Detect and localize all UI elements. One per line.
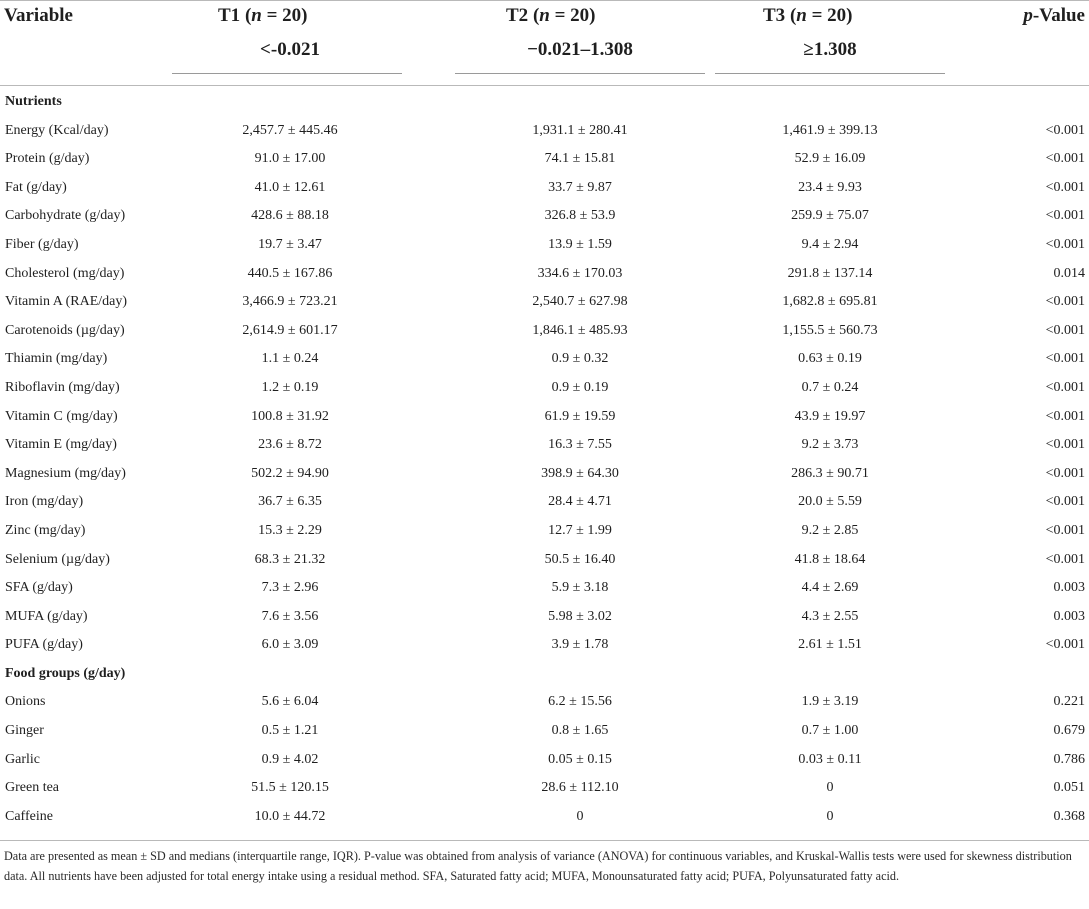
cell-t2: [440, 660, 720, 689]
header-t3: T3 (n = 20): [763, 5, 853, 26]
table-row: [0, 688, 1089, 717]
cell-variable: Magnesium (mg/day): [5, 465, 126, 481]
header-t1-label: T1: [218, 5, 241, 26]
cell-t1: 5.6 ± 6.04: [261, 694, 319, 710]
cell-variable: SFA (g/day): [5, 580, 73, 596]
cell-t1: 0.9 ± 4.02: [261, 751, 319, 767]
cell-p-value: <0.001: [1045, 437, 1085, 453]
cell-variable: Onions: [5, 694, 46, 710]
subheader-t1: <-0.021: [260, 39, 320, 60]
cell-t3: [700, 660, 960, 689]
cell-t2: 5.9 ± 3.18: [551, 580, 609, 596]
cell-p-value: <0.001: [1045, 494, 1085, 510]
section-label: Nutrients: [5, 94, 62, 109]
cell-t1: 23.6 ± 8.72: [258, 437, 322, 453]
table-row: [0, 202, 1089, 231]
subheader-rule-t1: [172, 73, 402, 74]
table-row: [0, 803, 1089, 832]
cell-t2: 12.7 ± 1.99: [548, 522, 612, 538]
table-row: [0, 574, 1089, 603]
cell-t1: 7.6 ± 3.56: [261, 608, 319, 624]
cell-t3: 1.9 ± 3.19: [801, 694, 859, 710]
table-row: [0, 260, 1089, 289]
cell-t3: 259.9 ± 75.07: [791, 208, 869, 224]
cell-variable: Vitamin E (mg/day): [5, 437, 117, 453]
header-t2-n-symbol: n: [539, 5, 550, 26]
cell-t3: 286.3 ± 90.71: [791, 465, 869, 481]
table-row: [0, 717, 1089, 746]
cell-p-value: <0.001: [1045, 322, 1085, 338]
cell-t1: 2,614.9 ± 601.17: [242, 322, 338, 338]
cell-p-value: <0.001: [1045, 122, 1085, 138]
section-row: [0, 660, 1089, 689]
cell-t2: [440, 88, 720, 117]
cell-variable: Protein (g/day): [5, 151, 90, 167]
table-row: [0, 546, 1089, 575]
cell-t3: 23.4 ± 9.93: [798, 179, 862, 195]
cell-t1: 0.5 ± 1.21: [261, 723, 319, 739]
cell-variable: Cholesterol (mg/day): [5, 265, 125, 281]
header-p-italic: p: [1023, 5, 1033, 26]
cell-t3: 43.9 ± 19.97: [794, 408, 866, 424]
section-row: [0, 88, 1089, 117]
cell-p-value: <0.001: [1045, 522, 1085, 538]
cell-t2: 0: [576, 808, 584, 824]
cell-t3: 4.3 ± 2.55: [801, 608, 859, 624]
header-t2-label: T2: [506, 5, 529, 26]
cell-t1: [150, 660, 430, 689]
cell-t1: 1.1 ± 0.24: [261, 351, 319, 367]
table-row: [0, 774, 1089, 803]
cell-t3: 0: [826, 808, 834, 824]
cell-t2: 0.8 ± 1.65: [551, 723, 609, 739]
cell-t2: 33.7 ± 9.87: [548, 179, 612, 195]
subheader-t3: ≥1.308: [803, 39, 857, 60]
cell-p-value: 0.003: [1053, 580, 1085, 596]
cell-t1: 91.0 ± 17.00: [254, 151, 326, 167]
cell-variable: Fat (g/day): [5, 179, 67, 195]
cell-t2: 0.9 ± 0.19: [551, 379, 609, 395]
cell-p-value: <0.001: [1045, 179, 1085, 195]
cell-variable: Iron (mg/day): [5, 494, 84, 510]
section-label: Food groups (g/day): [5, 665, 126, 681]
table-row: [0, 174, 1089, 203]
cell-t3: 1,155.5 ± 560.73: [782, 322, 878, 338]
table-row: [0, 403, 1089, 432]
cell-t3: 0.03 ± 0.11: [798, 751, 862, 767]
cell-t1: 7.3 ± 2.96: [261, 580, 319, 596]
header-t1: T1 (n = 20): [218, 5, 308, 26]
cell-variable: Zinc (mg/day): [5, 522, 86, 538]
cell-t3: 9.4 ± 2.94: [801, 236, 859, 252]
cell-variable: Vitamin C (mg/day): [5, 408, 118, 424]
cell-variable: MUFA (g/day): [5, 608, 88, 624]
header-t3-label: T3: [763, 5, 786, 26]
cell-t3: 52.9 ± 16.09: [794, 151, 866, 167]
header-t1-n-value: = 20): [261, 5, 308, 26]
cell-t3: 41.8 ± 18.64: [794, 551, 866, 567]
cell-variable: Fiber (g/day): [5, 236, 79, 252]
cell-variable: Selenium (µg/day): [5, 551, 110, 567]
cell-t2: 334.6 ± 170.03: [537, 265, 623, 281]
cell-t1: 6.0 ± 3.09: [261, 637, 319, 653]
header-p-value: [1023, 4, 1085, 28]
header-t2-n-value: = 20): [549, 5, 596, 26]
cell-t1: 10.0 ± 44.72: [254, 808, 326, 824]
cell-p-value: 0.786: [1053, 751, 1085, 767]
cell-t2: 5.98 ± 3.02: [548, 608, 612, 624]
subheader-rule-t2: [455, 73, 705, 74]
cell-t3: 9.2 ± 3.73: [801, 437, 859, 453]
cell-p-value: <0.001: [1045, 465, 1085, 481]
cell-t3: 0: [826, 780, 834, 796]
cell-p-value: <0.001: [1045, 351, 1085, 367]
cell-p-value: <0.001: [1045, 379, 1085, 395]
cell-t2: 1,846.1 ± 485.93: [532, 322, 628, 338]
cell-p-value: <0.001: [1045, 294, 1085, 310]
cell-t1: 100.8 ± 31.92: [251, 408, 329, 424]
cell-t3: 1,682.8 ± 695.81: [782, 294, 878, 310]
cell-t2: 74.1 ± 15.81: [544, 151, 616, 167]
cell-t3: 0.7 ± 0.24: [801, 379, 859, 395]
cell-t1: 36.7 ± 6.35: [258, 494, 322, 510]
table-row: [0, 288, 1089, 317]
cell-t1: 1.2 ± 0.19: [261, 379, 319, 395]
cell-t2: 1,931.1 ± 280.41: [532, 122, 628, 138]
table-row: [0, 374, 1089, 403]
cell-t2: 0.9 ± 0.32: [551, 351, 609, 367]
table-body: [0, 88, 1089, 831]
cell-t3: [700, 88, 960, 117]
cell-p-value: 0.221: [1053, 694, 1085, 710]
cell-t1: 440.5 ± 167.86: [247, 265, 333, 281]
cell-t3: 9.2 ± 2.85: [801, 522, 859, 538]
cell-p-value: 0.051: [1053, 780, 1085, 796]
cell-p-value: <0.001: [1045, 236, 1085, 252]
header-t2: T2 (n = 20): [506, 5, 596, 26]
cell-t2: 28.6 ± 112.10: [541, 780, 619, 796]
cell-t3: 291.8 ± 137.14: [787, 265, 873, 281]
cell-t1: 41.0 ± 12.61: [254, 179, 326, 195]
cell-t2: 13.9 ± 1.59: [548, 236, 612, 252]
cell-t2: 3.9 ± 1.78: [551, 637, 609, 653]
cell-p-value: <0.001: [1045, 151, 1085, 167]
cell-variable: Garlic: [5, 751, 40, 767]
cell-t2: 61.9 ± 19.59: [544, 408, 616, 424]
cell-p-value: 0.368: [1053, 808, 1085, 824]
cell-t2: 16.3 ± 7.55: [548, 437, 612, 453]
cell-t3: 20.0 ± 5.59: [798, 494, 862, 510]
cell-t1: 51.5 ± 120.15: [251, 780, 329, 796]
header-p-rest: -Value: [1032, 5, 1085, 26]
cell-t3: 2.61 ± 1.51: [798, 637, 862, 653]
cell-p-value: 0.003: [1053, 608, 1085, 624]
cell-t2: 398.9 ± 64.30: [541, 465, 619, 481]
cell-t1: 15.3 ± 2.29: [258, 522, 322, 538]
subheader-rule-t3: [715, 73, 945, 74]
table-row: [0, 746, 1089, 775]
cell-t1: 428.6 ± 88.18: [251, 208, 329, 224]
table-row: [0, 460, 1089, 489]
cell-t1: 2,457.7 ± 445.46: [242, 122, 338, 138]
cell-variable: Riboflavin (mg/day): [5, 379, 120, 395]
table-row: [0, 145, 1089, 174]
cell-t2: 2,540.7 ± 627.98: [532, 294, 628, 310]
cell-variable: PUFA (g/day): [5, 637, 83, 653]
cell-t1: 19.7 ± 3.47: [258, 236, 322, 252]
header-t1-n-symbol: n: [251, 5, 262, 26]
table-row: [0, 488, 1089, 517]
cell-variable: Ginger: [5, 723, 44, 739]
cell-t1: [150, 88, 430, 117]
cell-p-value: <0.001: [1045, 408, 1085, 424]
cell-variable: Thiamin (mg/day): [5, 351, 108, 367]
cell-variable: Carotenoids (µg/day): [5, 322, 125, 338]
cell-variable: Caffeine: [5, 808, 53, 824]
cell-variable: Vitamin A (RAE/day): [5, 294, 128, 310]
table-row: [0, 117, 1089, 146]
top-rule: [0, 0, 1089, 1]
cell-p-value: 0.679: [1053, 723, 1085, 739]
cell-t2: 6.2 ± 15.56: [548, 694, 612, 710]
cell-t1: 68.3 ± 21.32: [254, 551, 326, 567]
table-row: [0, 431, 1089, 460]
cell-variable: Carbohydrate (g/day): [5, 208, 126, 224]
cell-t2: 326.8 ± 53.9: [544, 208, 616, 224]
cell-t3: 4.4 ± 2.69: [801, 580, 859, 596]
cell-t2: 0.05 ± 0.15: [548, 751, 612, 767]
table-row: [0, 317, 1089, 346]
table-footnote: Data are presented as mean ± SD and medians (interquartile range, IQR). P-value was obtained from analysis of variance (ANOVA) for continuous variables, and Kruskal-Wallis tests were used for skewness distribution data. All nutrients have been adjusted for total energy intake using a residual method. SFA, Saturated fatty acid; MUFA, Monounsaturated fatty acid; PUFA, Polyunsaturated fatty acid.: [4, 849, 1072, 883]
table-row: [0, 231, 1089, 260]
header-rule: [0, 85, 1089, 86]
cell-p-value: 0.014: [1053, 265, 1085, 281]
cell-p-value: <0.001: [1045, 551, 1085, 567]
header-variable: Variable: [4, 5, 73, 26]
cell-t3: 0.63 ± 0.19: [798, 351, 862, 367]
cell-t2: 50.5 ± 16.40: [544, 551, 616, 567]
cell-t1: 3,466.9 ± 723.21: [242, 294, 338, 310]
subheader-t2: −0.021–1.308: [527, 39, 633, 60]
cell-t1: 502.2 ± 94.90: [251, 465, 329, 481]
cell-p-value: <0.001: [1045, 637, 1085, 653]
cell-t3: 0.7 ± 1.00: [801, 723, 859, 739]
header-t3-n-value: = 20): [806, 5, 853, 26]
cell-variable: Green tea: [5, 780, 60, 796]
table-row: [0, 603, 1089, 632]
cell-variable: Energy (Kcal/day): [5, 122, 109, 138]
cell-t2: 28.4 ± 4.71: [548, 494, 612, 510]
bottom-rule: [0, 840, 1089, 841]
table-row: [0, 345, 1089, 374]
table-row: [0, 631, 1089, 660]
table-row: [0, 517, 1089, 546]
cell-p-value: <0.001: [1045, 208, 1085, 224]
header-t3-n-symbol: n: [796, 5, 807, 26]
cell-t3: 1,461.9 ± 399.13: [782, 122, 878, 138]
